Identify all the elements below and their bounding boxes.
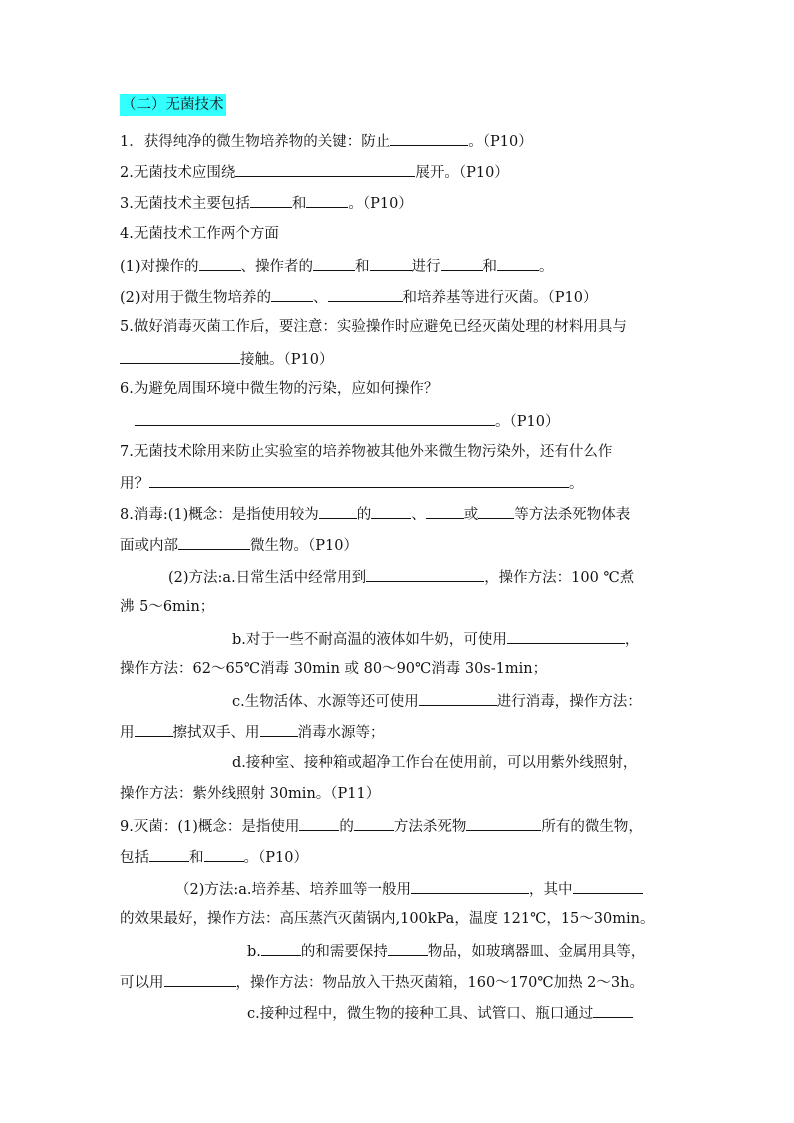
fill-blank[interactable] bbox=[199, 255, 241, 271]
line-text: 1．获得纯净的微生物培养物的关键：防止 bbox=[120, 134, 391, 150]
line-text: 和培养基等进行灭菌。（P10） bbox=[402, 290, 598, 306]
line-text: 方法杀死物 bbox=[393, 819, 467, 835]
question-line bbox=[175, 878, 643, 900]
question-line bbox=[247, 940, 645, 962]
question-line bbox=[247, 1002, 633, 1024]
line-text: 和 bbox=[291, 196, 307, 212]
fill-blank[interactable] bbox=[388, 940, 428, 956]
line-text: 、操作者的 bbox=[240, 259, 314, 275]
fill-blank[interactable] bbox=[120, 348, 240, 364]
line-text: 。（P10） bbox=[243, 850, 308, 866]
line-text: 的 bbox=[356, 507, 372, 523]
line-text: (2)对用于微生物培养的 bbox=[120, 290, 272, 306]
line-text: 擦拭双手、用 bbox=[172, 725, 260, 741]
question-line bbox=[120, 442, 612, 462]
line-text: ，其中 bbox=[529, 882, 573, 898]
line-text: 、 bbox=[313, 290, 328, 306]
line-text: 。 bbox=[539, 259, 554, 275]
fill-blank[interactable] bbox=[178, 534, 250, 550]
fill-blank[interactable] bbox=[306, 192, 348, 208]
question-line bbox=[135, 410, 559, 432]
line-text: 。（P10） bbox=[495, 414, 560, 430]
question-line bbox=[120, 286, 598, 308]
line-text: 消毒水源等； bbox=[297, 725, 385, 741]
question-line bbox=[120, 379, 438, 399]
fill-blank[interactable] bbox=[371, 503, 411, 519]
fill-blank[interactable] bbox=[328, 286, 403, 302]
line-text: 操作方法：紫外线照射 30min。（P11） bbox=[120, 786, 381, 802]
fill-blank[interactable] bbox=[319, 503, 357, 519]
line-text: 包括 bbox=[120, 850, 149, 866]
line-text: 物品，如玻璃器皿、金属用具等， bbox=[427, 944, 646, 960]
line-text: ，操作方法：100 ℃煮 bbox=[484, 570, 635, 586]
question-line bbox=[120, 503, 630, 525]
question-line bbox=[120, 317, 627, 337]
line-text: 和 bbox=[355, 259, 370, 275]
fill-blank[interactable] bbox=[466, 815, 541, 831]
line-text: （2)方法:a.培养基、培养皿等一般用 bbox=[175, 882, 412, 898]
fill-blank[interactable] bbox=[164, 971, 236, 987]
question-line bbox=[120, 192, 413, 214]
line-text: 所有的微生物， bbox=[541, 819, 643, 835]
question-line bbox=[120, 472, 584, 494]
question-line bbox=[120, 130, 533, 152]
question-line bbox=[120, 784, 380, 804]
line-text: 微生物。（P10） bbox=[250, 538, 358, 554]
fill-blank[interactable] bbox=[507, 628, 625, 644]
fill-blank[interactable] bbox=[235, 161, 415, 177]
fill-blank[interactable] bbox=[260, 721, 298, 737]
line-text: 2.无菌技术应围绕 bbox=[120, 165, 236, 181]
line-text: 可以用 bbox=[120, 975, 164, 991]
line-text: (1)对操作的 bbox=[120, 259, 199, 275]
fill-blank[interactable] bbox=[354, 815, 394, 831]
question-line bbox=[120, 161, 509, 183]
fill-blank[interactable] bbox=[426, 503, 464, 519]
fill-blank[interactable] bbox=[313, 255, 355, 271]
section-heading: （二）无菌技术 bbox=[120, 94, 226, 116]
line-text: 等方法杀死物体表 bbox=[514, 507, 631, 523]
line-text: 用？ bbox=[120, 476, 149, 492]
line-text: 操作方法：62～65℃消毒 30min 或 80～90℃消毒 30s-1min； bbox=[120, 661, 548, 677]
question-line bbox=[120, 224, 279, 244]
fill-blank[interactable] bbox=[299, 815, 339, 831]
line-text: 的效果最好，操作方法：高压蒸汽灭菌锅内,100kPa，温度 121℃，15～30min。 bbox=[120, 911, 655, 927]
line-text: d.接种室、接种箱或超净工作台在使用前，可以用紫外线照射， bbox=[232, 755, 638, 771]
line-text: 。（P10） bbox=[468, 134, 533, 150]
line-text: (2)方法:a.日常生活中经常用到 bbox=[168, 570, 367, 586]
question-line bbox=[120, 815, 643, 837]
line-text: 和 bbox=[189, 850, 204, 866]
question-line bbox=[120, 721, 385, 743]
line-text: 进行 bbox=[411, 259, 441, 275]
question-line bbox=[168, 566, 634, 588]
line-text: b.对于一些不耐高温的液体如牛奶，可使用 bbox=[232, 632, 507, 648]
question-line bbox=[232, 753, 637, 773]
question-line bbox=[120, 534, 358, 556]
line-text: c.生物活体、水源等还可使用 bbox=[232, 694, 419, 710]
question-line bbox=[120, 846, 308, 868]
fill-blank[interactable] bbox=[441, 255, 483, 271]
fill-blank[interactable] bbox=[478, 503, 514, 519]
line-text: 9.灭菌：(1)概念：是指使用 bbox=[120, 819, 300, 835]
line-text: 8.消毒:(1)概念：是指使用较为 bbox=[120, 507, 319, 523]
line-text: 或 bbox=[463, 507, 479, 523]
line-text: 面或内部 bbox=[120, 538, 178, 554]
question-line bbox=[232, 690, 642, 712]
line-text: 6.为避免周围环境中微生物的污染，应如何操作？ bbox=[120, 381, 439, 397]
line-text: 的和需要保持 bbox=[300, 944, 388, 960]
line-text: ， bbox=[624, 632, 640, 648]
question-line bbox=[120, 659, 547, 679]
fill-blank[interactable] bbox=[250, 192, 292, 208]
line-text: 7.无菌技术除用来防止实验室的培养物被其他外来微生物污染外，还有什么作 bbox=[120, 444, 613, 460]
line-text: 。（P10） bbox=[348, 196, 413, 212]
line-text: 展开。（P10） bbox=[415, 165, 509, 181]
line-text: 接触。（P10） bbox=[240, 352, 334, 368]
fill-blank[interactable] bbox=[390, 130, 468, 146]
line-text: 用 bbox=[120, 725, 135, 741]
line-text: 沸 5～6min； bbox=[120, 599, 215, 615]
line-text: b. bbox=[247, 944, 261, 960]
question-line bbox=[120, 348, 333, 370]
question-line bbox=[120, 909, 654, 929]
fill-blank[interactable] bbox=[135, 721, 173, 737]
line-text: 3.无菌技术主要包括 bbox=[120, 196, 250, 212]
question-line bbox=[232, 628, 639, 650]
fill-blank[interactable] bbox=[149, 846, 189, 862]
line-text: 和 bbox=[482, 259, 498, 275]
line-text: 进行消毒，操作方法： bbox=[496, 694, 642, 710]
line-text: 、 bbox=[411, 507, 426, 523]
line-text: 。 bbox=[569, 476, 584, 492]
fill-blank[interactable] bbox=[573, 878, 643, 894]
fill-blank[interactable] bbox=[149, 472, 569, 488]
line-text: 4.无菌技术工作两个方面 bbox=[120, 226, 279, 242]
fill-blank[interactable] bbox=[411, 878, 529, 894]
fill-blank[interactable] bbox=[366, 566, 484, 582]
fill-blank[interactable] bbox=[497, 255, 539, 271]
line-text: c.接种过程中，微生物的接种工具、试管口、瓶口通过 bbox=[247, 1006, 594, 1022]
line-text: ，操作方法：物品放入干热灭菌箱，160～170℃加热 2～3h。 bbox=[235, 975, 644, 991]
question-line bbox=[120, 971, 644, 993]
fill-blank[interactable] bbox=[204, 846, 244, 862]
fill-blank[interactable] bbox=[370, 255, 412, 271]
fill-blank[interactable] bbox=[135, 410, 495, 426]
fill-blank[interactable] bbox=[271, 286, 313, 302]
line-text: 的 bbox=[339, 819, 354, 835]
fill-blank[interactable] bbox=[261, 940, 301, 956]
fill-blank[interactable] bbox=[593, 1002, 633, 1018]
question-line bbox=[120, 255, 554, 277]
fill-blank[interactable] bbox=[419, 690, 497, 706]
question-line bbox=[120, 597, 214, 617]
line-text: 5.做好消毒灭菌工作后，要注意：实验操作时应避免已经灭菌处理的材料用具与 bbox=[120, 319, 627, 335]
